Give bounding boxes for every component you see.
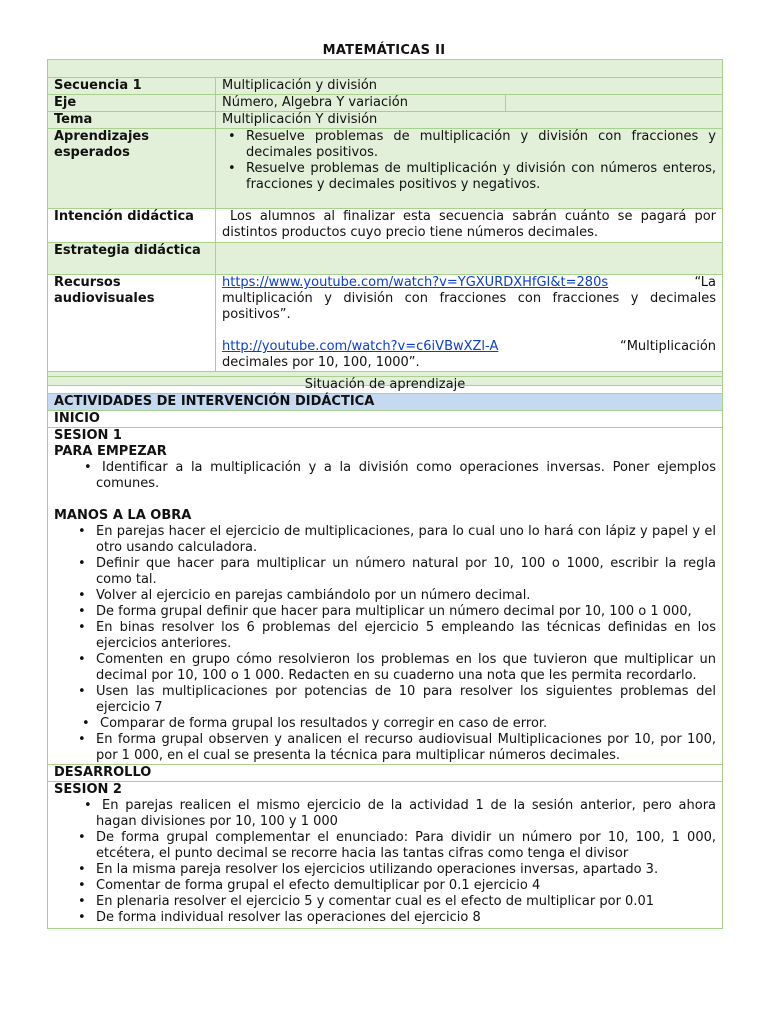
sesion2-item: • De forma individual resolver las operaciones del ejercicio 8 [96, 910, 716, 926]
aprendizajes-label: Aprendizajes esperados [48, 129, 216, 209]
situacion-title: Situación de aprendizaje [48, 377, 723, 394]
desarrollo-label: DESARROLLO [48, 765, 723, 782]
sesion2-block [48, 782, 723, 929]
resource-desc-1: “La multiplicación y división con fracciones con fracciones y decimales positivos”. [222, 275, 717, 322]
recursos-label: Recursos audiovisuales [48, 275, 216, 372]
manos-item: • Comenten en grupo cómo resolvieron los problemas en los que tuvieron que multiplicar un decimal por 10, 100 o 1 000. Redacten en su cuaderno una nota que les permita recordarlo. [96, 652, 716, 684]
resource-desc-2-start: “Multiplicación [619, 339, 717, 354]
sesion2-item: • En parejas realicen el mismo ejercicio de la actividad 1 de la sesión anterior, pero ahora hagan divisiones por 10, 100 y 1 000 [96, 798, 716, 830]
manos-item: • Comparar de forma grupal los resultados y corregir en caso de error. [96, 716, 716, 732]
intencion-value: Los alumnos al finalizar esta secuencia sabrán cuánto se pagará por distintos productos cuyo precio tiene números decimales. [216, 209, 723, 243]
aprendizajes-value [216, 129, 723, 209]
secuencia-label: Secuencia 1 [48, 78, 216, 95]
sesion1-label: SESION 1 [54, 428, 122, 443]
page-title: MATEMÁTICAS II [322, 43, 446, 58]
sesion2-item: • En plenaria resolver el ejercicio 5 y comentar cual es el efecto de multiplicar por 0.01 [96, 894, 716, 910]
para-empezar-item: • Identificar a la multiplicación y a la división como operaciones inversas. Poner ejemplos comunes. [96, 460, 716, 492]
resource-link-1[interactable]: https://www.youtube.com/watch?v=YGXURDXHfGI&t=280s [222, 275, 609, 290]
aprendizaje-item: • Resuelve problemas de multiplicación y división con fracciones y decimales positivos. [246, 129, 716, 161]
aprendizaje-item: • Resuelve problemas de multiplicación y división con números enteros, fracciones y decimales positivos y negativos. [246, 161, 716, 193]
sesion2-item: • Comentar de forma grupal el efecto demultiplicar por 0.1 ejercicio 4 [96, 878, 716, 894]
tema-value: Multiplicación Y división [216, 112, 723, 129]
recursos-value [216, 275, 723, 372]
header-spacer-row [48, 60, 723, 78]
activities-table [47, 376, 723, 929]
manos-item: • Volver al ejercicio en parejas cambiándolo por un número decimal. [96, 588, 716, 604]
manos-item: • En forma grupal observen y analicen el recurso audiovisual Multiplicaciones por 10, por 100, por 1 000, en el cual se presenta la técnica para multiplicar números decimales. [96, 732, 716, 764]
sesion2-item: • De forma grupal complementar el enunciado: Para dividir un número por 10, 100, 1 000, etcétera, el punto decimal se recorre hacia las tantas cifras como tenga el divisor [96, 830, 716, 862]
intencion-label: Intención didáctica [48, 209, 216, 243]
sesion2-item: • En la misma pareja resolver los ejercicios utilizando operaciones inversas, apartado 3. [96, 862, 716, 878]
activities-heading: ACTIVIDADES DE INTERVENCIÓN DIDÁCTICA [48, 394, 723, 411]
estrategia-label: Estrategia didáctica [48, 243, 216, 275]
resource-desc-2-end: decimales por 10, 100, 1000”. [222, 355, 420, 370]
header-table [47, 59, 723, 386]
sesion1-block [48, 428, 723, 765]
para-empezar-label: PARA EMPEZAR [54, 444, 167, 459]
manos-obra-label: MANOS A LA OBRA [54, 508, 192, 523]
tema-label: Tema [48, 112, 216, 129]
manos-item: • En parejas hacer el ejercicio de multiplicaciones, para lo cual uno lo hará con lápiz y papel y el otro usando calculadora. [96, 524, 716, 556]
manos-item: • Usen las multiplicaciones por potencias de 10 para resolver los siguientes problemas del ejercicio 7 [96, 684, 716, 716]
eje-value: Número, Algebra Y variación [216, 95, 506, 112]
estrategia-value [216, 243, 723, 275]
manos-item: • En binas resolver los 6 problemas del ejercicio 5 empleando las técnicas definidas en los ejercicios anteriores. [96, 620, 716, 652]
eje-empty-cell [506, 95, 723, 112]
manos-item: • Definir que hacer para multiplicar un número natural por 10, 100 o 1000, escribir la regla como tal. [96, 556, 716, 588]
eje-label: Eje [48, 95, 216, 112]
manos-item: • De forma grupal definir que hacer para multiplicar un número decimal por 10, 100 o 1 000, [96, 604, 716, 620]
inicio-label: INICIO [48, 411, 723, 428]
sesion2-label: SESION 2 [54, 782, 122, 797]
secuencia-value: Multiplicación y división [216, 78, 723, 95]
resource-link-2[interactable]: http://youtube.com/watch?v=c6iVBwXZl-A [222, 339, 499, 354]
